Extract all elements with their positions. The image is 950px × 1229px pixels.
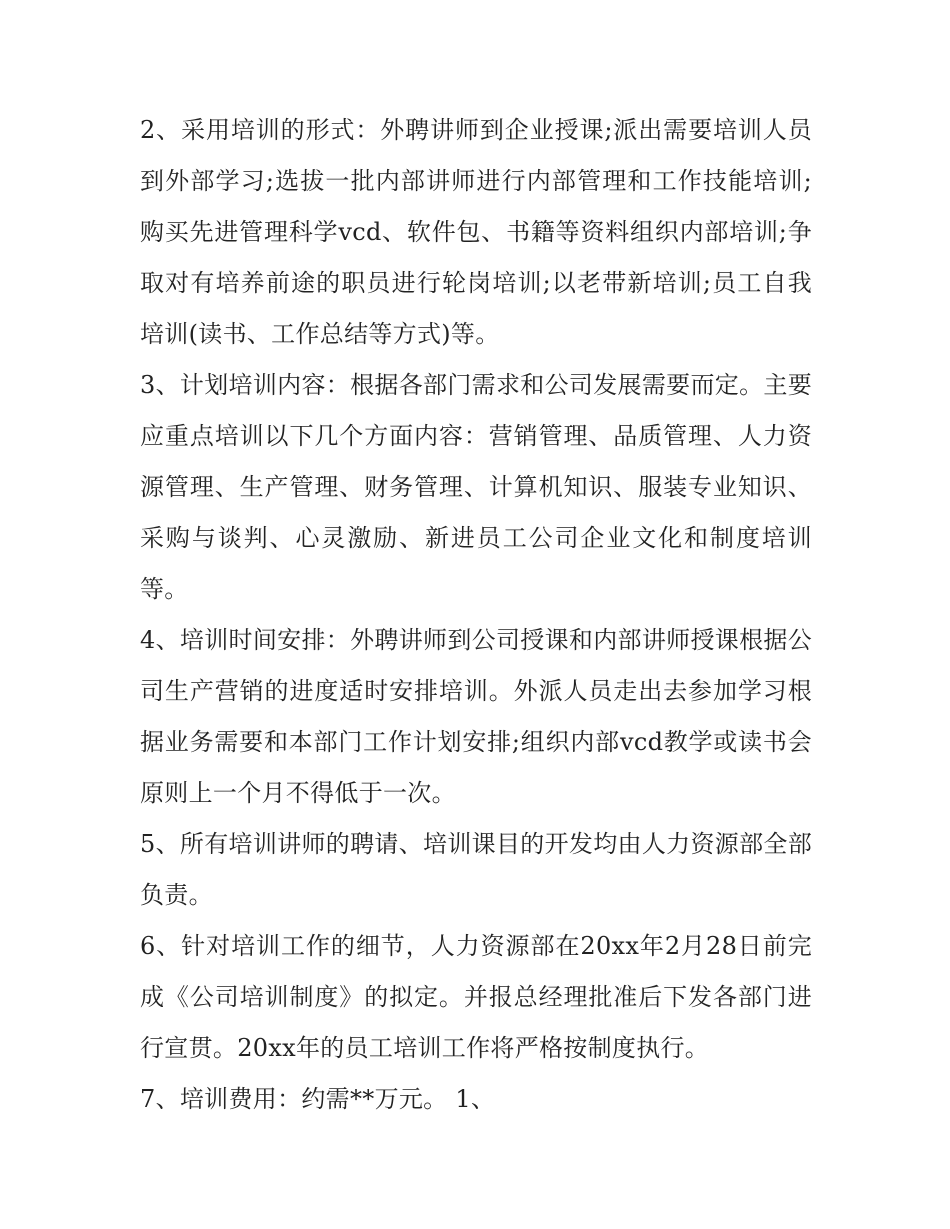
paragraph-training-cost: 7、培训费用：约需**万元。 1、: [140, 1085, 496, 1113]
paragraph-training-schedule: 4、培训时间安排：外聘讲师到公司授课和内部讲师授课根据公司生产营销的进度适时安排培训。外派人员走出去参加学习根据业务需要和本部门工作计划安排;组织内部vcd教学或读书会原则上一个月不得低于一次。: [140, 626, 812, 807]
paragraph-training-format: 2、采用培训的形式：外聘讲师到企业授课;派出需要培训人员到外部学习;选拔一批内部讲师进行内部管理和工作技能培训;购买先进管理科学vcd、软件包、书籍等资料组织内部培训;争取对有培养前途的职员进行轮岗培训;以老带新培训;员工自我培训(读书、工作总结等方式)等。: [140, 116, 812, 348]
paragraph-training-content: 3、计划培训内容：根据各部门需求和公司发展需要而定。主要应重点培训以下几个方面内容：营销管理、品质管理、人力资源管理、生产管理、财务管理、计算机知识、服装专业知识、采购与谈判、心灵激励、新进员工公司企业文化和制度培训等。: [140, 371, 812, 603]
document-body: [140, 105, 812, 1125]
paragraph-training-rules: 6、针对培训工作的细节，人力资源部在20xx年2月28日前完成《公司培训制度》的拟定。并报总经理批准后下发各部门进行宣贯。20xx年的员工培训工作将严格按制度执行。: [140, 932, 812, 1062]
paragraph-trainer-hiring: 5、所有培训讲师的聘请、培训课目的开发均由人力资源部全部负责。: [140, 830, 812, 909]
